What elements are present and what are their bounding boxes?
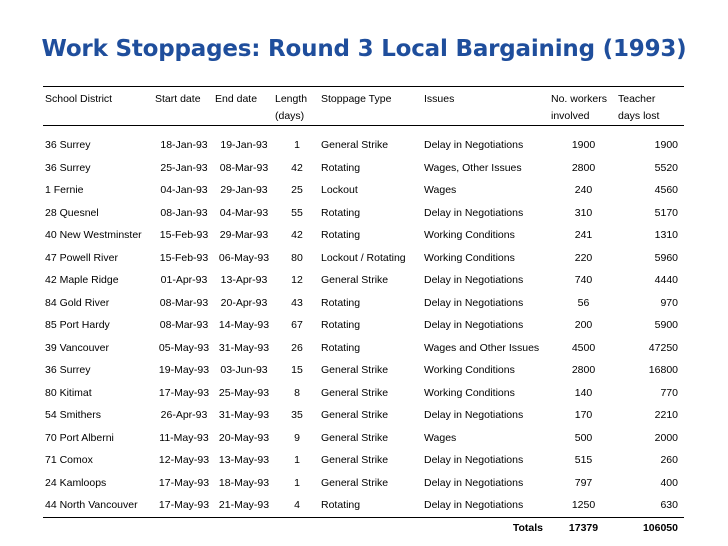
cell-stoppage-type: General Strike — [321, 431, 389, 444]
cell-district: 40 New Westminster — [45, 229, 142, 242]
cell-length: 1 — [294, 476, 300, 489]
table-row — [43, 314, 684, 337]
cell-start-date: 01-Apr-93 — [160, 274, 208, 287]
header-start-date: Start date — [155, 93, 201, 105]
table-row — [43, 179, 684, 202]
cell-length: 26 — [291, 341, 303, 354]
cell-district: 28 Quesnel — [45, 206, 99, 219]
cell-end-date: 29-Mar-93 — [219, 229, 269, 242]
table-row — [43, 126, 684, 157]
cell-start-date: 08-Mar-93 — [159, 296, 209, 309]
cell-stoppage-type: General Strike — [321, 386, 389, 399]
cell-days-lost: 970 — [660, 296, 678, 309]
cell-issues: Working Conditions — [424, 229, 515, 242]
cell-length: 43 — [291, 296, 303, 309]
cell-end-date: 06-May-93 — [218, 251, 270, 264]
cell-issues: Working Conditions — [424, 386, 515, 399]
cell-stoppage-type: General Strike — [321, 409, 389, 422]
cell-issues: Wages — [424, 184, 457, 197]
header-district: School District — [45, 93, 113, 105]
cell-district: 84 Gold River — [45, 296, 110, 309]
cell-length: 25 — [291, 184, 303, 197]
cell-workers: 170 — [574, 409, 593, 422]
cell-start-date: 04-Jan-93 — [160, 184, 208, 197]
cell-end-date: 31-May-93 — [218, 409, 270, 422]
cell-start-date: 17-May-93 — [158, 476, 210, 489]
cell-start-date: 12-May-93 — [158, 454, 210, 467]
cell-workers: 56 — [577, 296, 590, 309]
table-row — [43, 382, 684, 405]
cell-district: 80 Kitimat — [45, 386, 92, 399]
cell-days-lost: 2000 — [654, 431, 678, 444]
cell-district: 42 Maple Ridge — [45, 274, 119, 287]
header-length-line2: (days) — [275, 110, 305, 122]
table-row — [43, 157, 684, 180]
cell-start-date: 08-Jan-93 — [160, 206, 208, 219]
totals-days-lost: 106050 — [642, 521, 678, 534]
cell-workers: 1900 — [571, 139, 596, 152]
cell-start-date: 08-Mar-93 — [159, 319, 209, 332]
cell-start-date: 05-May-93 — [158, 341, 210, 354]
cell-days-lost: 1900 — [654, 139, 678, 152]
cell-start-date: 25-Jan-93 — [160, 161, 208, 174]
cell-days-lost: 400 — [660, 476, 678, 489]
cell-end-date: 25-May-93 — [218, 386, 270, 399]
cell-workers: 220 — [574, 251, 593, 264]
cell-issues: Working Conditions — [424, 251, 515, 264]
cell-end-date: 03-Jun-93 — [220, 364, 268, 377]
table-row — [43, 337, 684, 360]
cell-workers: 515 — [574, 454, 593, 467]
cell-end-date: 31-May-93 — [218, 341, 270, 354]
cell-stoppage-type: Rotating — [321, 341, 361, 354]
cell-stoppage-type: Rotating — [321, 319, 361, 332]
cell-district: 36 Surrey — [45, 139, 91, 152]
cell-district: 36 Surrey — [45, 161, 91, 174]
cell-start-date: 11-May-93 — [159, 431, 209, 444]
cell-length: 1 — [294, 454, 300, 467]
cell-workers: 140 — [574, 386, 593, 399]
cell-issues: Delay in Negotiations — [424, 274, 524, 287]
cell-length: 8 — [294, 386, 300, 399]
cell-end-date: 18-May-93 — [218, 476, 270, 489]
cell-end-date: 13-Apr-93 — [220, 274, 268, 287]
cell-start-date: 17-May-93 — [158, 499, 210, 512]
header-stoppage-type: Stoppage Type — [321, 93, 392, 105]
cell-days-lost: 260 — [660, 454, 678, 467]
cell-issues: Wages, Other Issues — [424, 161, 522, 174]
cell-days-lost: 5960 — [654, 251, 678, 264]
cell-stoppage-type: Rotating — [321, 499, 361, 512]
work-stoppages-table — [43, 86, 684, 538]
cell-end-date: 21-May-93 — [218, 499, 270, 512]
cell-issues: Wages — [424, 431, 457, 444]
cell-workers: 240 — [574, 184, 593, 197]
cell-district: 44 North Vancouver — [45, 499, 138, 512]
cell-start-date: 18-Jan-93 — [160, 139, 208, 152]
cell-district: 24 Kamloops — [45, 476, 107, 489]
cell-length: 80 — [291, 251, 303, 264]
header-issues: Issues — [424, 93, 455, 105]
totals-label: Totals — [512, 521, 543, 534]
cell-days-lost: 5170 — [654, 206, 678, 219]
header-length — [273, 87, 319, 126]
cell-stoppage-type: Lockout / Rotating — [321, 251, 406, 264]
cell-stoppage-type: Rotating — [321, 296, 361, 309]
header-end-date: End date — [215, 93, 258, 105]
cell-workers: 1250 — [571, 499, 596, 512]
cell-end-date: 20-Apr-93 — [220, 296, 268, 309]
cell-days-lost: 2210 — [654, 409, 678, 422]
cell-length: 15 — [291, 364, 303, 377]
cell-district: 47 Powell River — [45, 251, 118, 264]
cell-stoppage-type: Rotating — [321, 206, 361, 219]
cell-issues: Working Conditions — [424, 364, 515, 377]
cell-district: 85 Port Hardy — [45, 319, 110, 332]
cell-length: 55 — [291, 206, 303, 219]
cell-length: 42 — [291, 229, 303, 242]
table-row — [43, 269, 684, 292]
cell-issues: Delay in Negotiations — [424, 454, 524, 467]
cell-district: 54 Smithers — [45, 409, 102, 422]
cell-workers: 200 — [574, 319, 593, 332]
table-row — [43, 247, 684, 270]
cell-length: 67 — [291, 319, 303, 332]
cell-end-date: 29-Jan-93 — [220, 184, 268, 197]
cell-workers: 310 — [574, 206, 593, 219]
cell-issues: Delay in Negotiations — [424, 499, 524, 512]
cell-stoppage-type: General Strike — [321, 274, 389, 287]
cell-district: 1 Fernie — [45, 184, 84, 197]
page-title: Work Stoppages: Round 3 Local Bargaining (1993) — [41, 36, 687, 62]
table-row — [43, 359, 684, 382]
cell-days-lost: 1310 — [654, 229, 678, 242]
cell-end-date: 08-Mar-93 — [219, 161, 269, 174]
cell-issues: Delay in Negotiations — [424, 139, 524, 152]
cell-length: 12 — [291, 274, 303, 287]
cell-start-date: 15-Feb-93 — [159, 229, 209, 242]
cell-days-lost: 4440 — [654, 274, 678, 287]
table-row — [43, 494, 684, 517]
header-workers-line1: No. workers — [551, 93, 608, 105]
cell-days-lost: 630 — [660, 499, 678, 512]
cell-length: 1 — [294, 139, 300, 152]
table-row — [43, 427, 684, 450]
cell-days-lost: 4560 — [654, 184, 678, 197]
cell-days-lost: 5520 — [654, 161, 678, 174]
table-row — [43, 404, 684, 427]
cell-days-lost: 16800 — [648, 364, 678, 377]
cell-length: 4 — [294, 499, 300, 512]
cell-start-date: 19-May-93 — [158, 364, 210, 377]
cell-stoppage-type: General Strike — [321, 454, 389, 467]
totals-spacer — [43, 517, 422, 538]
table-row — [43, 224, 684, 247]
cell-workers: 740 — [574, 274, 593, 287]
cell-district: 70 Port Alberni — [45, 431, 114, 444]
cell-start-date: 26-Apr-93 — [160, 409, 208, 422]
cell-start-date: 17-May-93 — [158, 386, 210, 399]
cell-workers: 2800 — [571, 161, 596, 174]
cell-stoppage-type: General Strike — [321, 476, 389, 489]
header-row — [43, 87, 684, 126]
cell-issues: Delay in Negotiations — [424, 319, 524, 332]
header-lost-line2: days lost — [618, 110, 660, 122]
cell-days-lost: 47250 — [648, 341, 678, 354]
cell-stoppage-type: General Strike — [321, 139, 389, 152]
cell-issues: Delay in Negotiations — [424, 409, 524, 422]
cell-district: 71 Comox — [45, 454, 93, 467]
cell-end-date: 04-Mar-93 — [219, 206, 269, 219]
cell-workers: 4500 — [571, 341, 596, 354]
header-workers — [549, 87, 616, 126]
cell-stoppage-type: General Strike — [321, 364, 389, 377]
header-workers-line2: involved — [551, 110, 590, 122]
cell-workers: 241 — [574, 229, 593, 242]
cell-district: 36 Surrey — [45, 364, 91, 377]
table-row — [43, 472, 684, 495]
cell-days-lost: 5900 — [654, 319, 678, 332]
table-row — [43, 202, 684, 225]
cell-length: 9 — [294, 431, 300, 444]
cell-issues: Delay in Negotiations — [424, 296, 524, 309]
cell-issues: Wages and Other Issues — [424, 341, 540, 354]
cell-issues: Delay in Negotiations — [424, 476, 524, 489]
totals-row — [43, 517, 684, 538]
cell-issues: Delay in Negotiations — [424, 206, 524, 219]
cell-start-date: 15-Feb-93 — [159, 251, 209, 264]
cell-workers: 500 — [574, 431, 593, 444]
cell-end-date: 14-May-93 — [218, 319, 270, 332]
cell-length: 42 — [291, 161, 303, 174]
cell-length: 35 — [291, 409, 303, 422]
cell-stoppage-type: Rotating — [321, 161, 361, 174]
cell-workers: 2800 — [571, 364, 596, 377]
cell-workers: 797 — [574, 476, 593, 489]
cell-end-date: 13-May-93 — [218, 454, 270, 467]
cell-days-lost: 770 — [660, 386, 678, 399]
cell-stoppage-type: Lockout — [321, 184, 358, 197]
totals-workers: 17379 — [568, 521, 599, 534]
cell-end-date: 20-May-93 — [218, 431, 270, 444]
header-length-line1: Length — [275, 93, 308, 105]
cell-end-date: 19-Jan-93 — [220, 139, 268, 152]
table-row — [43, 292, 684, 315]
table-row — [43, 449, 684, 472]
header-lost-line1: Teacher — [618, 93, 656, 105]
cell-district: 39 Vancouver — [45, 341, 110, 354]
cell-stoppage-type: Rotating — [321, 229, 361, 242]
header-days-lost — [616, 87, 684, 126]
